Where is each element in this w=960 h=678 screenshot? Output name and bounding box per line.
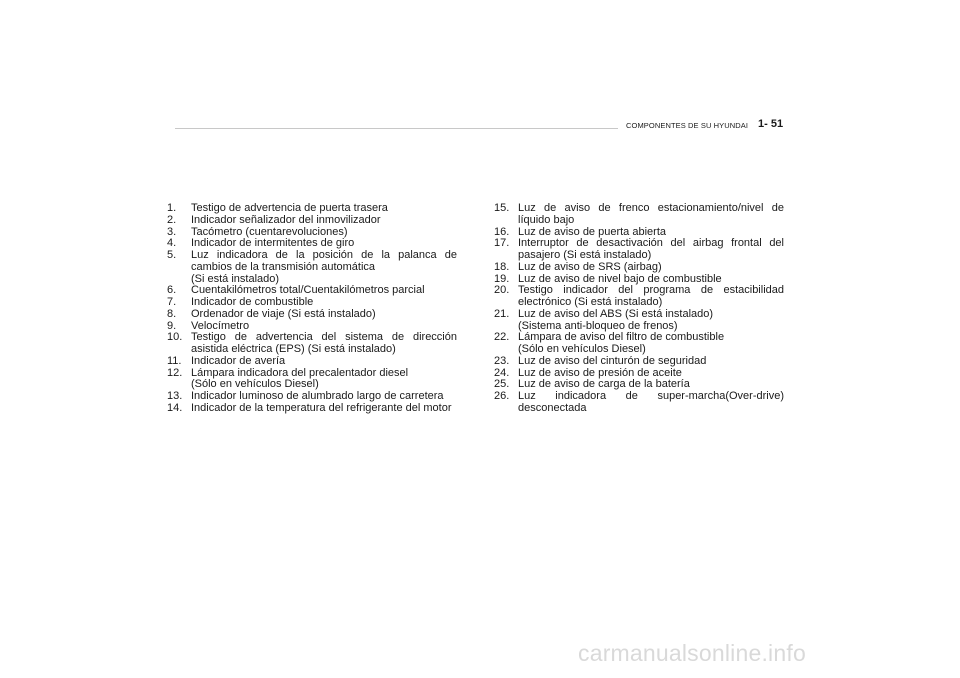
list-item-number: 25.	[494, 378, 510, 391]
list-item	[494, 285, 784, 309]
list-item-text: Luz indicadora de la posición de la palanca de cambios de la transmisión automática (Si está instalado)	[191, 249, 457, 285]
list-item	[167, 297, 457, 309]
list-item-number: 21.	[494, 307, 510, 320]
list-item	[494, 332, 784, 356]
list-item-text: Interruptor de desactivación del airbag frontal del pasajero (Si está instalado)	[518, 237, 784, 261]
list-item-text: Luz de aviso de puerta abierta	[518, 225, 666, 238]
list-item-number: 18.	[494, 260, 510, 273]
watermark: carmanualsonline.info	[578, 640, 806, 666]
list-item	[167, 391, 457, 403]
list-item-text: Indicador de intermitentes de giro	[191, 237, 355, 250]
list-item-text: Testigo de advertencia del sistema de dirección asistida eléctrica (EPS) (Si está instalado)	[191, 331, 457, 355]
list-item-text: Luz de aviso de nivel bajo de combustible	[518, 272, 722, 285]
list-item	[494, 262, 784, 274]
list-item-text: Indicador de combustible	[191, 296, 314, 308]
list-item-text: Luz de aviso de frenco estacionamiento/nivel de líquido bajo	[518, 202, 784, 226]
list-item-text: Lámpara indicadora del precalentador diesel (Sólo en vehículos Diesel)	[191, 366, 409, 391]
list-item	[494, 203, 784, 227]
list-item-number: 26.	[494, 390, 510, 402]
list-item	[167, 309, 457, 321]
list-item	[167, 356, 457, 368]
list-item-text: Luz de aviso del cinturón de seguridad	[518, 354, 707, 367]
list-item-text: Luz indicadora de super-marcha(Over-drive) desconectada	[518, 390, 784, 414]
header-page-number: 1- 51	[758, 118, 784, 130]
list-item	[167, 332, 457, 356]
list-item-text: Indicador de avería	[191, 354, 286, 367]
list-item-number: 17.	[494, 237, 510, 250]
left-column-list	[167, 203, 457, 415]
list-item-number: 10.	[167, 331, 183, 344]
list-item-number: 7.	[167, 296, 177, 308]
list-item	[167, 203, 457, 215]
list-item-number: 11.	[167, 354, 182, 367]
list-item-number: 22.	[494, 331, 510, 344]
list-item-number: 16.	[494, 225, 510, 238]
list-item-text: Lámpara de aviso del filtro de combustible (Sólo en vehículos Diesel)	[518, 331, 725, 355]
list-item-number: 23.	[494, 354, 510, 367]
list-item-text: Indicador luminoso de alumbrado largo de carretera	[191, 390, 444, 402]
list-item-number: 13.	[167, 390, 183, 402]
list-item	[167, 215, 457, 227]
list-item-number: 14.	[167, 401, 183, 414]
list-item-text: Luz de aviso de presión de aceite	[518, 366, 682, 379]
list-item-number: 20.	[494, 284, 510, 297]
list-item	[494, 309, 784, 333]
list-item	[494, 238, 784, 262]
list-item-text: Luz de aviso del ABS (Si está instalado) (Sistema anti-bloqueo de frenos)	[518, 307, 714, 332]
list-item-text: Luz de aviso de carga de la batería	[518, 378, 690, 391]
list-item-number: 24.	[494, 366, 510, 379]
right-column-list	[494, 203, 784, 415]
list-item	[494, 356, 784, 368]
list-item-number: 4.	[167, 237, 177, 250]
list-item	[167, 368, 457, 392]
list-item-number: 5.	[167, 249, 177, 261]
list-item	[167, 403, 457, 415]
list-item-number: 6.	[167, 284, 177, 297]
list-item-text: Velocímetro	[191, 319, 250, 332]
list-item-number: 1.	[167, 202, 177, 214]
list-item-number: 12.	[167, 366, 183, 379]
header-rule	[175, 128, 618, 129]
list-item-text: Indicador de la temperatura del refrigerante del motor	[191, 401, 452, 414]
list-item-number: 3.	[167, 225, 177, 238]
list-item-number: 19.	[494, 272, 510, 285]
list-item	[167, 250, 457, 285]
list-item-text: Luz de aviso de SRS (airbag)	[518, 260, 662, 273]
list-item-text: Testigo de advertencia de puerta trasera	[191, 202, 388, 214]
list-item-number: 15.	[494, 202, 510, 214]
list-item-number: 2.	[167, 213, 177, 226]
list-item-number: 8.	[167, 307, 177, 320]
list-item-text: Indicador señalizador del inmovilizador	[191, 213, 381, 226]
header-section-title: COMPONENTES DE SU HYUNDAI	[626, 121, 749, 130]
list-item-text: Cuentakilómetros total/Cuentakilómetros parcial	[191, 284, 425, 297]
list-item-text: Testigo indicador del programa de estacibilidad electrónico (Si está instalado)	[518, 284, 784, 308]
list-item-text: Ordenador de viaje (Si está instalado)	[191, 307, 376, 320]
list-item	[494, 391, 784, 415]
list-item-number: 9.	[167, 319, 177, 332]
list-item-text: Tacómetro (cuentarevoluciones)	[191, 225, 348, 238]
